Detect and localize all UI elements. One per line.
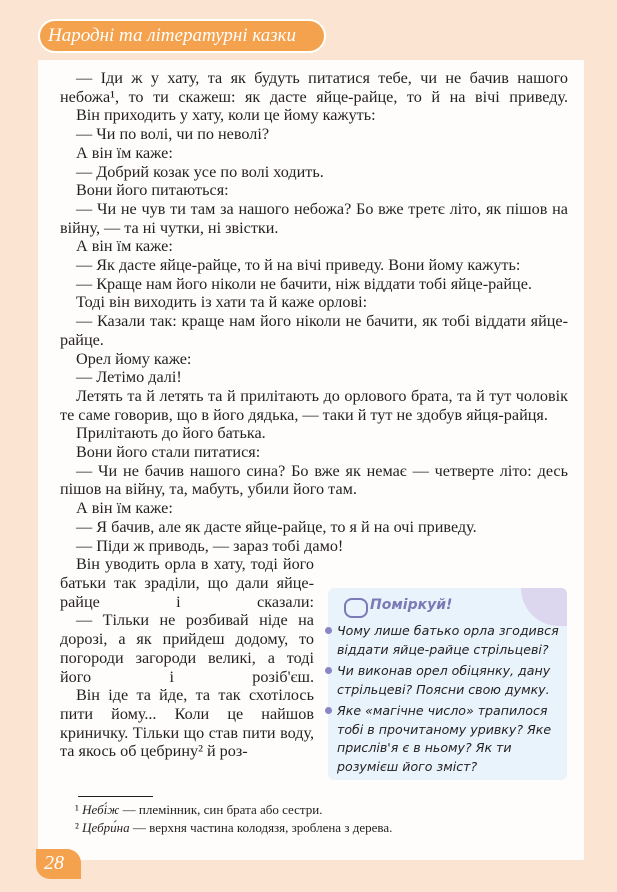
paragraph: — Чи по волі, чи по неволі? bbox=[76, 125, 270, 144]
page-number: 28 bbox=[44, 852, 64, 874]
paragraph: — Піди ж приводь, — зараз тобі дамо! bbox=[76, 536, 344, 555]
paragraph: — Чи не бачив нашого сина? Бо вже як немає — четверте літо: десь пішов на війну, та, мабуть, убили його там. bbox=[60, 461, 568, 499]
narrow-column bbox=[60, 555, 314, 761]
bullet-icon bbox=[325, 627, 332, 634]
question-list bbox=[325, 622, 563, 779]
paragraph: — Летімо далі! bbox=[76, 368, 182, 387]
paragraph: Прилітають до його батька. bbox=[76, 424, 266, 443]
paragraph: — Казали так: краще нам його ніколи не бачити, як тобі віддати яйце-райце. bbox=[60, 312, 568, 349]
paragraph: Він приходить у хату, коли це йому кажуть: bbox=[76, 106, 376, 125]
footnote: ² Цебри́на — верхня частина колодязя, зроблена з дерева. bbox=[75, 820, 393, 835]
paragraph: Вони його питаються: bbox=[76, 181, 229, 200]
footnotes bbox=[75, 801, 392, 837]
think-title: Поміркуй! bbox=[370, 597, 453, 613]
bullet-icon bbox=[325, 707, 332, 714]
paragraph: — Я бачив, але як дасте яйце-райце, то я й на очі приведу. bbox=[76, 517, 477, 536]
section-title: Народні та літературні казки bbox=[48, 25, 297, 46]
paragraph: — Добрий козак усе по волі ходить. bbox=[76, 162, 324, 181]
paragraph: Вони його стали питатися: bbox=[76, 443, 261, 462]
list-item: Чи виконав орел обіцянку, дану стрільцеві? Поясни свою думку. bbox=[325, 662, 563, 699]
paragraph: — Чи не чув ти там за нашого небожа? Бо вже третє літо, як пішов на війну, — та ні чутки, ні звістки. bbox=[60, 199, 568, 237]
think-box-corner bbox=[521, 588, 567, 626]
paragraph: А він їм каже: bbox=[76, 143, 173, 162]
paragraph: — Іди ж у хату, та як будуть питатися тебе, чи не бачив нашого небожа¹, то ти скажеш: як дасте яйце-райце, то й на вічі приведу. bbox=[60, 69, 568, 106]
paragraph: Орел йому каже: bbox=[76, 349, 192, 368]
footnote: ¹ Небі́ж — племінник, син брата або сестри. bbox=[75, 802, 323, 817]
book-icon bbox=[344, 598, 368, 618]
paragraph: Він уводить орла в хату, тоді його батьки так зраділи, що дали яйце-райце і сказали: bbox=[60, 555, 314, 611]
bullet-icon bbox=[325, 667, 332, 674]
paragraph: — Тільки не розбивай ніде на дорозі, а як прийдеш додому, то погороди загороди великі, а тоді його і розіб'єш. bbox=[60, 611, 314, 686]
paragraph: Тоді він виходить із хати та й каже орлові: bbox=[76, 293, 368, 312]
footnote-divider bbox=[78, 796, 153, 797]
paragraph: А він їм каже: bbox=[76, 237, 173, 256]
paragraph: Він іде та йде, та так схотілось пити йому... Коли це найшов криничку. Тільки що став пити воду, та якось об цебрину² й роз- bbox=[60, 686, 314, 761]
paragraph: А він їм каже: bbox=[76, 499, 173, 518]
paragraph: — Краще нам його ніколи не бачити, ніж віддати тобі яйце-райце. bbox=[76, 274, 532, 293]
paragraph: — Як дасте яйце-райце, то й на вічі приведу. Вони йому кажуть: bbox=[76, 256, 521, 275]
paragraph: Летять та й летять та й прилітають до орлового брата, та й тут чоловік те саме говорив, що в його дядька, — таки й тут не здобув яйця-райця. bbox=[60, 386, 568, 424]
list-item: Яке «магічне число» трапилося тобі в прочитаному уривку? Яке прислів'я є в ньому? Як ти розумієш його зміст? bbox=[325, 702, 563, 776]
list-item: Чому лише батько орла згодився віддати яйце-райце стрільцеві? bbox=[325, 622, 563, 659]
